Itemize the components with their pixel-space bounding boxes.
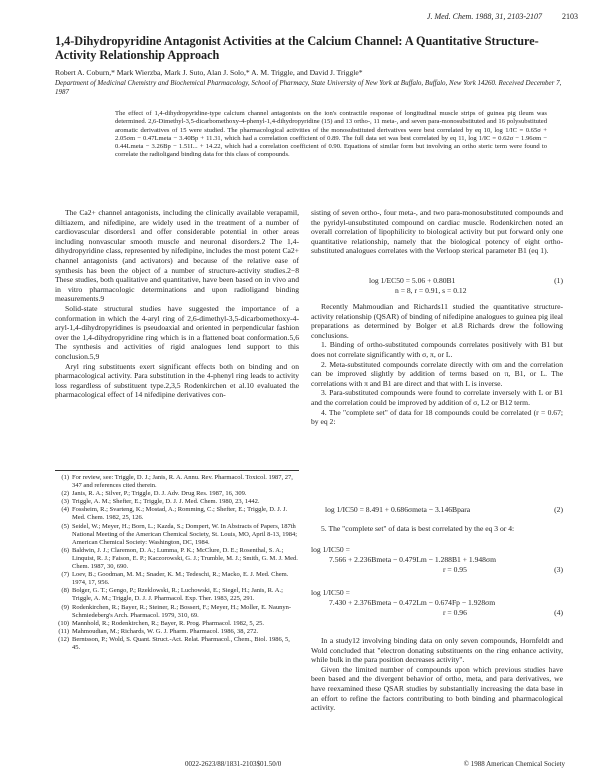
paragraph: 3. Para-substituted compounds were found to correlate inversely with L or B1 and the correlation could be improved by addition of σ, L2 or B12 term. [311, 388, 563, 407]
equation-number: (3) [554, 565, 563, 574]
right-column [311, 208, 563, 256]
reference-item: (9) Rodenkirchen, R.; Bayer, R.; Steiner, R.; Bossert, F.; Meyer, H.; Moller, E. Naunyn-Schmiedeberg's Arch. Pharmacol. 1979, 310, 69. [61, 603, 292, 619]
abstract: The effect of 1,4-dihydropyridine-type calcium channel antagonists on the ion's contractile response of longitudinal muscle strips of guinea pig ileum was determined. 2,6-Dimethyl-3,5-dicarbomethoxy-4-phenyl-1,4-dihydropyridine (15) and 13 ortho-, 11 meta-, and seven para-monosubstituted and 16 polysubstituted aromatic derivatives of 15 were studied. The pharmacological activities of the monosubstituted derivatives were best correlated by eq 10, log 1/IC = 0.65σ + 2.05σm − 0.47Lmeta − 3.40Bp + 11.31, which had a correlation coefficient of 0.89. The full data set was best correlated by eq 11, log 1/IC = 0.62σ − 1.96σm − 0.44Lmeta − 3.26Bp − 1.51I... + 14.22, which had a correlation coefficient of 0.90. Equations of similar form but involving an ortho steric term were found to correlate the radioligand binding data for this class of compounds. [115, 110, 547, 159]
equation-number: (1) [554, 276, 563, 285]
equation-expression: log 1/IC50 = 8.491 + 0.686σmeta − 3.146Bpara [325, 505, 471, 514]
article-title: 1,4-Dihydropyridine Antagonist Activities at the Calcium Channel: A Quantitative Structure-Activity Relationship Approach [55, 34, 539, 62]
paragraph: 4. The "complete set" of data for 18 compounds could be correlated (r = 0.67; by eq 2: [311, 407, 563, 427]
paragraph: sisting of seven ortho-, four meta-, and two para-monosubstituted compounds and the pyridyl-unsubstituted compound on cardiac muscle. Rodenkirchen noted an overall correlation of lipophilicity to biological activity but put forward only one quantitative relationship, namely that the biological potency of eight ortho-substituted analogues correlates with the Verloop sterical parameter B1 (eq 1). [311, 208, 563, 256]
paragraph: Given the limited number of compounds upon which previous studies have been based and the divergent behavior of ortho, meta, and para derivatives, we have reexamined these QSAR studies by substantially increasing the data base in an effort to refine the factors contributing to both binding and pharmacological activity. [311, 664, 563, 713]
left-column [55, 208, 299, 400]
reference-item: (5) Seidel, W.; Meyer, H.; Born, L.; Kazda, S.; Dompert, W. In Abstracts of Papers, 187th National Meeting of the American Chemical Society, St. Louis, MO, April 8-13, 1984; American Chemical Society: Washington, DC, 1984. [61, 522, 298, 546]
paragraph: Solid-state structural studies have suggested the importance of a conformation in which the 4-aryl ring of 2,6-dimethyl-3,5-dicarbomethoxy-4-aryl-1,4-dihydropyridines is pseudoaxial and oriented in perpendicular fashion over the 1,4-dihydropyridine ring which is in a flattened boat conformation.5,6 The synthesis and activities of rigid analogues lend support to this conclusion.5,9 [55, 303, 299, 361]
equation-number: (2) [554, 505, 563, 514]
reference-item: (8) Bolger, G. T.; Gengo, P.; Rzeklowski, R.; Luchowski, E.; Siegel, H.; Janis, R. A.; Triggle, A. M.; Triggle, D. J. J. Pharmacol. Exp. Ther. 1983, 225, 291. [61, 587, 283, 603]
reference-item: (6) Baldwin, J. J.; Claremon, D. A.; Lumma, P. K.; McClure, D. E.; Rosenthal, S. A.; Linquist, R. J.; Faison, E. P.; Kaczorowski, G. J.; Trumble, M. J.; Smith, G. M. J. Med. Chem. 1987, 30, 690. [61, 546, 298, 571]
paragraph: Aryl ring substituents exert significant effects both on binding and on pharmacological activity. Para substitution in the 4-phenyl ring leads to activity loss regardless of substituent type.2,3,5 Rodenkirchen et al.10 evaluated the pharmacological effect of 14 nifedipine derivatives con- [55, 361, 299, 400]
paragraph: 2. Meta-substituted compounds correlate directly with σm and the correlation can be improved slightly by addition of terms based on π, B1, or L. The correlations with π and B1 are direct and that with L is inverse. [311, 359, 563, 388]
reference-item: (7) Loev, B.; Goodman, M. M.; Snader, K. M.; Tedeschi, R.; Macko, E. J. Med. Chem. 1974, 17, 956. [61, 571, 289, 587]
equation-2 [311, 505, 563, 515]
reference-item: (10) Mannhold, R.; Rodenkirchen, R.; Bayer, R. Prog. Pharmacol. 1982, 5, 25. [58, 619, 265, 627]
equation-stats: r = 0.95 [443, 565, 467, 574]
page-footer [185, 760, 565, 768]
paragraph: Recently Mahmoudian and Richards11 studied the quantitative structure-activity relationship (QSAR) of binding of nifedipine analogues to guinea pig ileal preparations as determined by Bolger et al.8 Richards drew the following conclusions. [311, 302, 563, 340]
equation-3 [311, 545, 563, 575]
author-list: Robert A. Coburn,* Mark Wierzba, Mark J. Suto, Alan J. Solo,* A. M. Triggle, and David J. Triggle* [55, 68, 363, 77]
article-code: 0022-2623/88/1831-2103$01.50/0 [185, 760, 282, 768]
journal-citation: J. Med. Chem. 1988, 31, 2103-2107 [426, 12, 542, 21]
page-number: 2103 [562, 12, 578, 21]
equation-4 [311, 588, 563, 618]
reference-item: (2) Janis, R. A.; Silver, P.; Triggle, D. J. Adv. Drug Res. 1987, 16, 309. [61, 490, 247, 498]
reference-item: (4) Fossheim, R.; Svarteng, K.; Mostad, A.; Romming, C.; Shefter, E.; Triggle, D. J. J. Med. Chem. 1982, 25, 126. [61, 506, 288, 522]
equation-stats: n = 8, r = 0.91, s = 0.12 [395, 286, 467, 295]
right-column-bottom [311, 636, 563, 713]
paragraph: 5. The "complete set" of data is best correlated by the eq 3 or 4: [321, 524, 515, 533]
paragraph: In a study12 involving binding data on only seven compounds, Hornfeldt and Wold concluded that "electron donating substituents on the ring enhance activity, while bulk in the para position decreases activity". [311, 636, 563, 665]
reference-list [55, 474, 299, 652]
right-column-mid [311, 302, 563, 427]
equation-expression: 7.566 + 2.236Bmeta − 0.479Lm − 1.288B1 + 1.948σm [329, 555, 496, 564]
reference-item: (11) Mahmoudian, M.; Richards, W. G. J. Pharm. Pharmacol. 1986, 38, 272. [58, 627, 259, 635]
affiliation: Department of Medicinal Chemistry and Biochemical Pharmacology, School of Pharmacy, State University of New York at Buffalo, Buffalo, New York 14260. Received December 7, 1987 [55, 79, 562, 96]
paragraph: The Ca2+ channel antagonists, including the clinically available verapamil, diltiazem, and nifedipine, are widely used in the treatment of a number of cardiovascular disorders1 and offer considerable potential in other areas including nonvascular smooth muscle and neuronal disorders.2 The 1,4-dihydropyridine class, represented by nifedipine, includes the most potent Ca2+ channel antagonists (and activators) and because of the relative ease of synthesis has been the object of a number of structure-activity studies.2−8 These studies, both qualitative and quantitative, have been based on in vivo and in vitro pharmacologic determinations and upon radioligand binding measurements.9 [55, 208, 299, 304]
equation-number: (4) [554, 608, 563, 617]
right-column-mid2 [311, 524, 563, 534]
paragraph: 1. Binding of ortho-substituted compounds correlates positively with B1 but does not correlate significantly with σ, π, or L. [311, 340, 563, 359]
running-header [40, 12, 578, 26]
reference-item: (3) Triggle, A. M.; Shefter, E.; Triggle, D. J. J. Med. Chem. 1980, 23, 1442. [61, 498, 260, 506]
equation-stats: r = 0.96 [443, 608, 467, 617]
equation-lhs: log 1/IC50 = [311, 588, 350, 597]
reference-item: (12) Berntsson, P.; Wold, S. Quant. Struct.-Act. Relat. Pharmacol., Chem., Biol. 1986, 5, 45. [58, 635, 290, 651]
footnote-rule [55, 470, 299, 471]
equation-expression: 7.430 + 2.376Bmeta − 0.472Lm − 0.674Fp − 1.928σm [329, 598, 496, 607]
equation-expression: log 1/EC50 = 5.06 + 0.80B1 [369, 276, 456, 285]
copyright: © 1988 American Chemical Society [463, 760, 565, 768]
reference-item: (1) For review, see: Triggle, D. J.; Janis, R. A. Annu. Rev. Pharmacol. Toxicol. 1987, 27, 347 and references cited therein. [61, 474, 293, 490]
equation-1 [311, 276, 563, 296]
equation-lhs: log 1/IC50 = [311, 545, 350, 554]
